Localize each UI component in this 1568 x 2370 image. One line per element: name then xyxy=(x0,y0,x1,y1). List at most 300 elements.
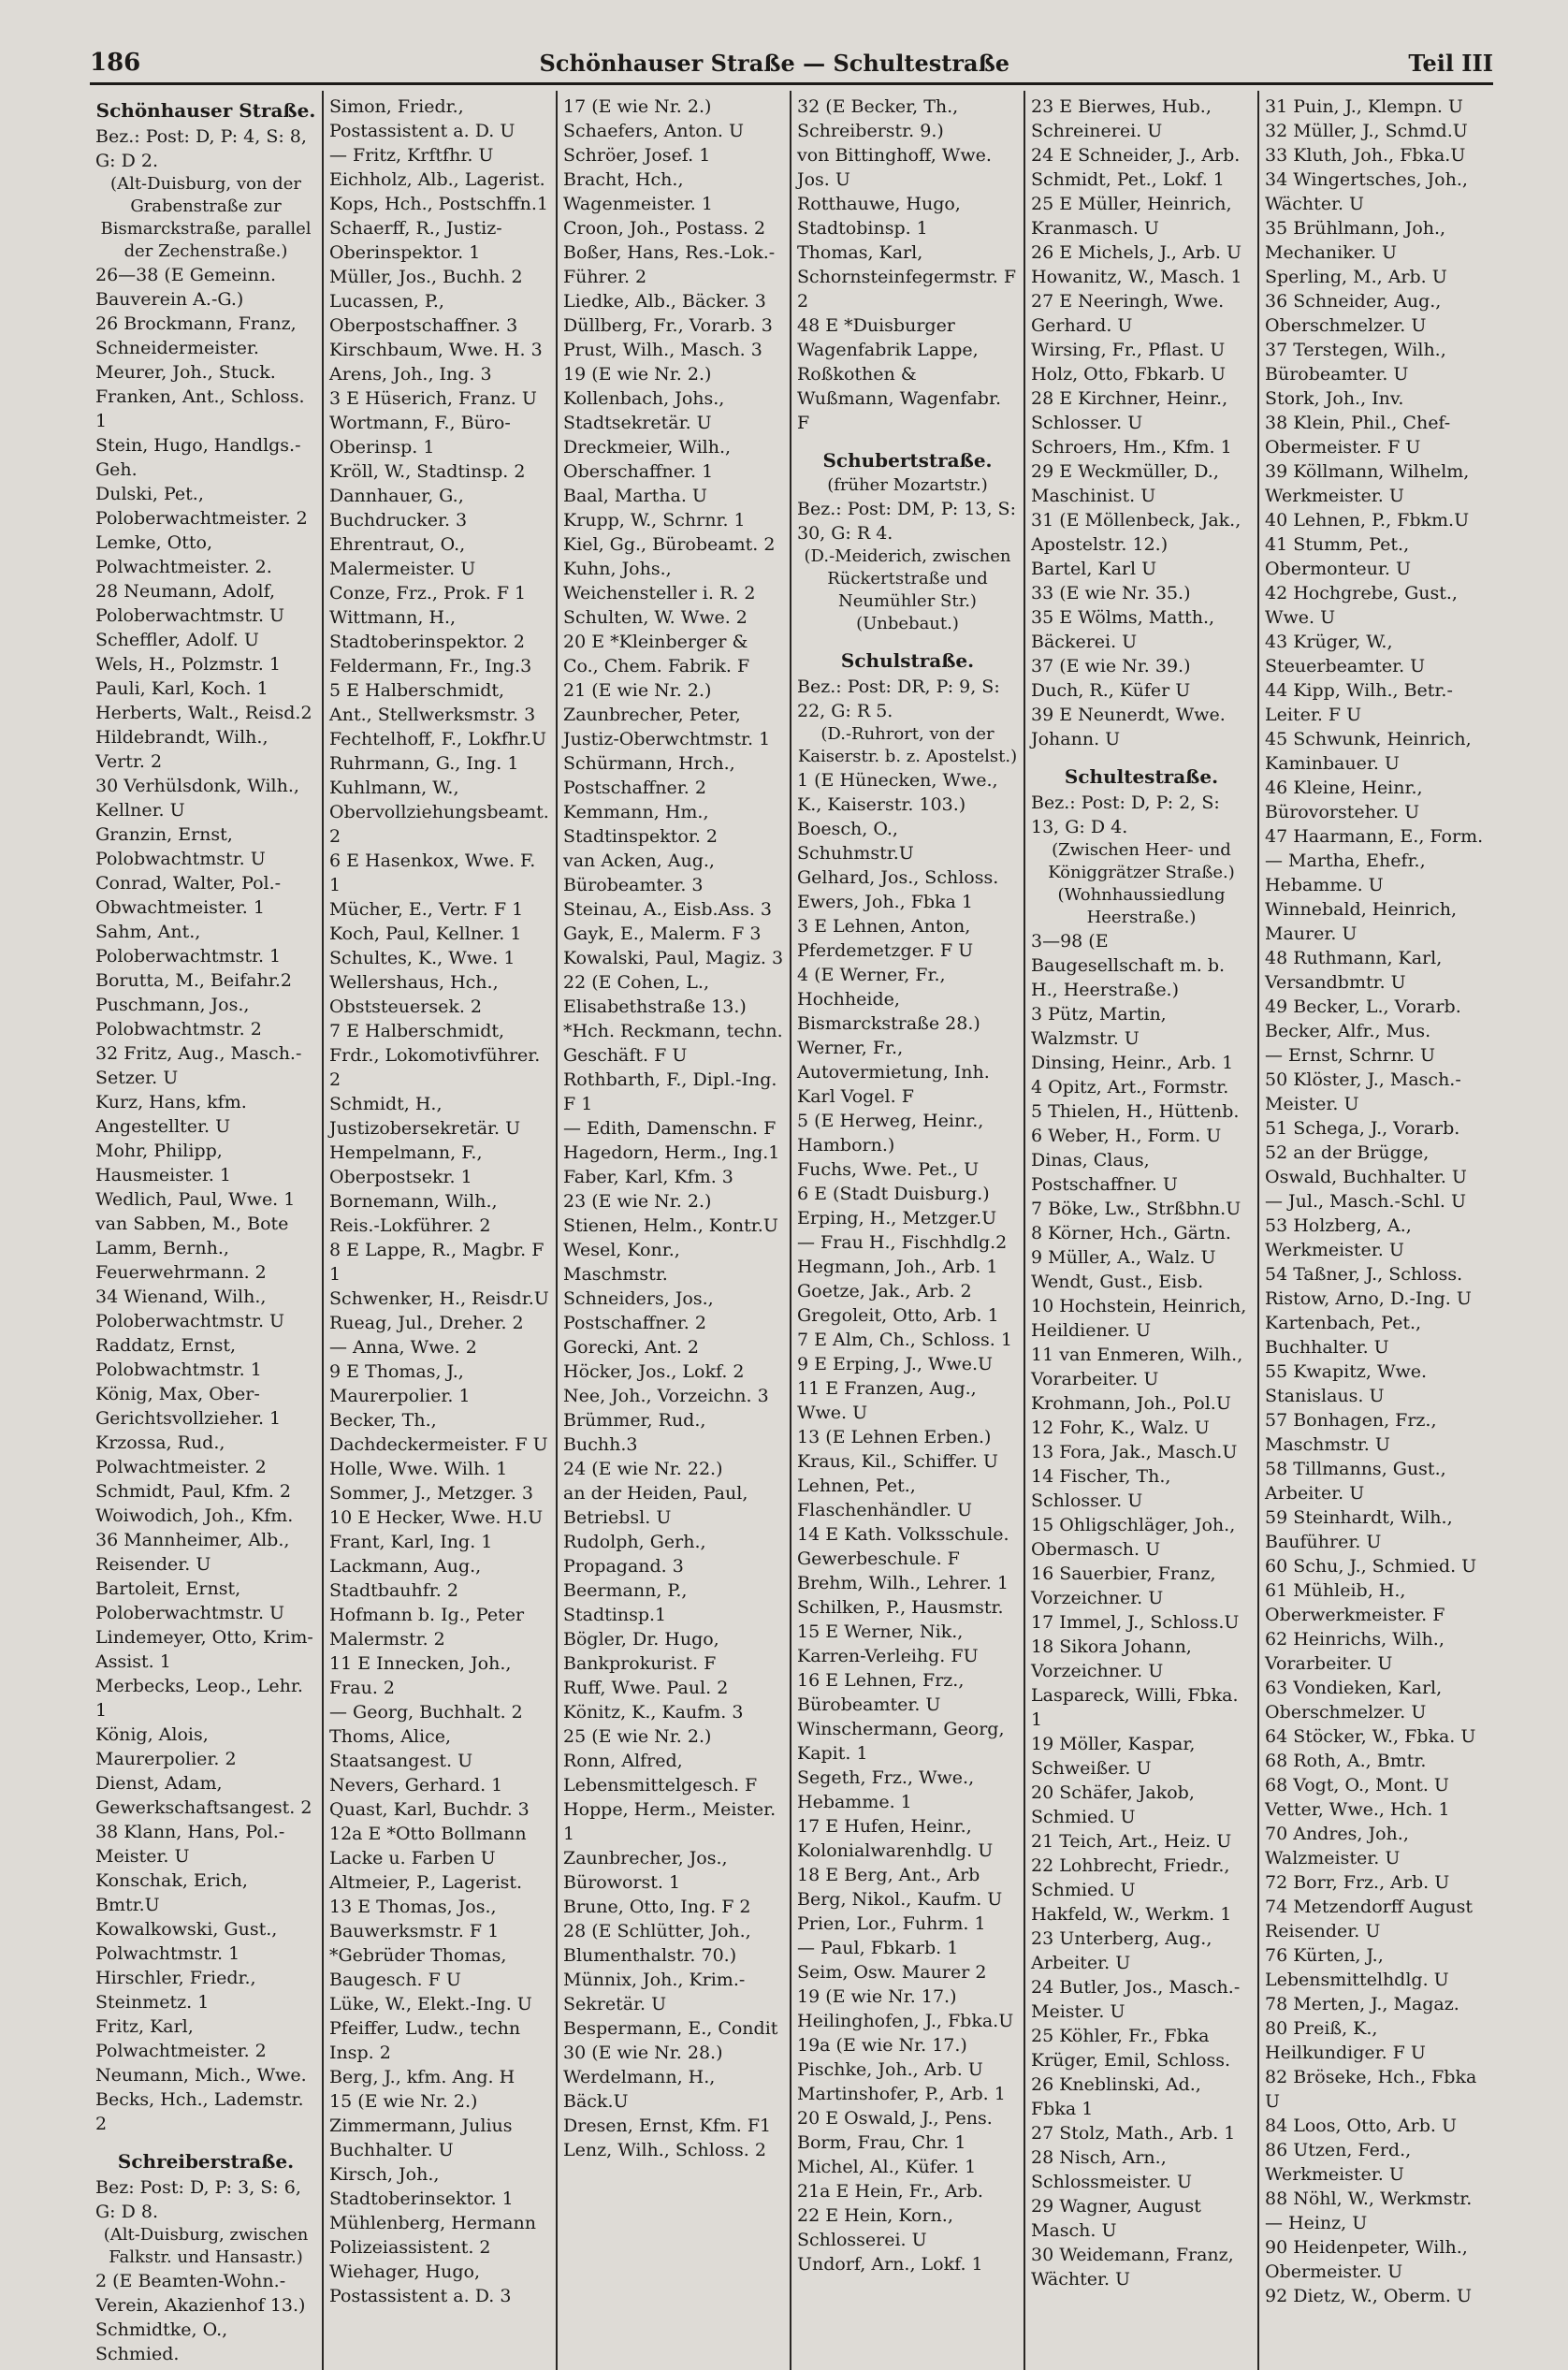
directory-entry: Kowalski, Paul, Magiz. 3 xyxy=(563,948,784,968)
directory-entry: 35 Brühlmann, Joh., Mechaniker. U xyxy=(1265,218,1446,263)
directory-entry: 11 van Enmeren, Wilh., Vorarbeiter. U xyxy=(1031,1345,1243,1389)
directory-entry: Berg, J., kfm. Ang. H xyxy=(329,2067,515,2087)
directory-entry: Schröer, Josef. 1 xyxy=(563,145,711,166)
directory-entry: van Sabben, M., Bote xyxy=(95,1214,289,1234)
directory-entry: Wortmann, F., Büro-Oberinsp. 1 xyxy=(329,413,511,458)
directory-entry: 48 E *Duisburger Wagenfabrik Lappe, Roßkothen & Wußmann, Wagenfabr. F xyxy=(797,315,1001,433)
directory-entry: 5 Thielen, H., Hüttenb. xyxy=(1031,1101,1240,1122)
directory-entry: 90 Heidenpeter, Wilh., Obermeister. U xyxy=(1265,2237,1468,2282)
directory-entry: Croon, Joh., Postass. 2 xyxy=(563,218,766,239)
directory-entry: 47 Haarmann, E., Form. xyxy=(1265,826,1484,847)
directory-entry: Goetze, Jak., Arb. 2 xyxy=(797,1281,972,1301)
directory-entry: Brehm, Wilh., Lehrer. 1 xyxy=(797,1573,1009,1593)
directory-entry: Pauli, Karl, Koch. 1 xyxy=(95,678,269,699)
directory-entry: 19 (E wie Nr. 2.) xyxy=(563,364,712,385)
directory-entry: Mühlenberg, Hermann Polizeiassistent. 2 xyxy=(329,2213,536,2258)
directory-entry: 48 Ruthmann, Karl, Versandbmtr. U xyxy=(1265,948,1443,993)
directory-entry: 19a (E wie Nr. 17.) xyxy=(797,2035,967,2056)
directory-entry: Schaerff, R., Justiz-Oberinspektor. 1 xyxy=(329,218,502,263)
directory-entry: Schroers, Hm., Kfm. 1 xyxy=(1031,437,1232,458)
directory-entry: 12a E *Otto Bollmann Lacke u. Farben U xyxy=(329,1824,527,1868)
street-heading: Schubertstraße. xyxy=(822,449,993,472)
directory-entry: 7 E Alm, Ch., Schloss. 1 xyxy=(797,1330,1012,1350)
directory-entry: 30 Verhülsdonk, Wilh., Kellner. U xyxy=(95,776,299,821)
directory-entry: 27 E Neeringh, Wwe. Gerhard. U xyxy=(1031,291,1225,336)
directory-entry: 35 E Wölms, Matth., Bäckerei. U xyxy=(1031,607,1215,652)
page-header xyxy=(90,49,1493,85)
directory-entry: Schmidtke, O., Schmied. xyxy=(95,2319,228,2364)
directory-entry: Duch, R., Küfer U xyxy=(1031,680,1191,701)
directory-entry: 59 Steinhardt, Wilh., Bauführer. U xyxy=(1265,1507,1453,1552)
directory-entry: Faber, Karl, Kfm. 3 xyxy=(563,1167,733,1187)
directory-entry: Hagedorn, Herm., Ing.1 xyxy=(563,1142,780,1163)
directory-entry: 39 Köllmann, Wilhelm, Werkmeister. U xyxy=(1265,461,1470,506)
directory-entry: 28 (E Schlütter, Joh., Blumenthalstr. 70.) xyxy=(563,1921,751,1966)
directory-entry: Ristow, Arno, D.-Ing. U xyxy=(1265,1288,1472,1309)
directory-entry: Granzin, Ernst, Polobwachtmstr. U xyxy=(95,824,266,869)
directory-entry: Martinshofer, P., Arb. 1 xyxy=(797,2084,1006,2104)
directory-entry: 1 (E Hünecken, Wwe., K., Kaiserstr. 103.) xyxy=(797,770,998,815)
directory-entry: 32 Fritz, Aug., Masch.-Setzer. U xyxy=(95,1043,302,1088)
directory-entry: 49 Becker, L., Vorarb. xyxy=(1265,996,1461,1017)
directory-entry: Feldermann, Fr., Ing.3 xyxy=(329,656,532,676)
directory-entry: Stork, Joh., Inv. xyxy=(1265,388,1404,409)
directory-entry: 27 Stolz, Math., Arb. 1 xyxy=(1031,2123,1236,2144)
directory-entry: Berg, Nikol., Kaufm. U xyxy=(797,1889,1003,1910)
directory-entry: Ronn, Alfred, Lebensmittelgesch. F xyxy=(563,1751,758,1796)
district-info: Bez.: Post: D, P: 4, S: 8, G: D 2. xyxy=(95,126,307,171)
directory-entry: Gewerbeschule. F xyxy=(797,1548,960,1569)
directory-entry: Hempelmann, F., Oberpostsekr. 1 xyxy=(329,1142,483,1187)
directory-entry: — Paul, Fbkarb. 1 xyxy=(797,1938,959,1958)
directory-entry: 22 (E Cohen, L., Elisabethstraße 13.) xyxy=(563,972,747,1017)
street-heading: Schultestraße. xyxy=(1064,765,1219,788)
directory-entry: Schultes, K., Wwe. 1 xyxy=(329,948,515,968)
directory-entry: Kuhlmann, W., Obervollziehungsbeamt. 2 xyxy=(329,778,549,847)
directory-entry: Kraus, Kil., Schiffer. U xyxy=(797,1451,998,1472)
directory-entry: 31 Puin, J., Klempn. U xyxy=(1265,96,1463,117)
directory-entry: 23 (E wie Nr. 2.) xyxy=(563,1191,712,1212)
directory-entry: Scheffler, Adolf. U xyxy=(95,630,259,650)
directory-entry: 31 (E Möllenbeck, Jak., Apostelstr. 12.) xyxy=(1031,510,1241,555)
directory-entry: 32 (E Becker, Th., Schreiberstr. 9.) xyxy=(797,96,959,141)
directory-entry: Hofmann b. Ig., Peter Malermstr. 2 xyxy=(329,1605,525,1650)
directory-entry: Liedke, Alb., Bäcker. 3 xyxy=(563,291,766,312)
directory-entry: Ehrentraut, O., Malermeister. U xyxy=(329,534,476,579)
directory-entry: Schmidt, Pet., Lokf. 1 xyxy=(1031,169,1225,190)
directory-entry: 45 Schwunk, Heinrich, Kaminbauer. U xyxy=(1265,729,1472,774)
directory-entry: 63 Vondieken, Karl, Oberschmelzer. U xyxy=(1265,1678,1443,1723)
section-gap xyxy=(797,435,1018,444)
directory-entry: Meurer, Joh., Stuck. xyxy=(95,362,276,383)
directory-entry: — Anna, Wwe. 2 xyxy=(329,1337,477,1358)
column-6 xyxy=(1259,91,1493,2370)
directory-entry: 17 Immel, J., Schloss.U xyxy=(1031,1612,1240,1633)
directory-entry: 37 (E wie Nr. 39.) xyxy=(1031,656,1191,676)
directory-entry: 26 E Michels, J., Arb. U xyxy=(1031,242,1242,263)
directory-entry: König, Max, Ober-Gerichtsvollzieher. 1 xyxy=(95,1384,282,1429)
directory-entry: Fechtelhoff, F., Lokfhr.U xyxy=(329,729,547,749)
directory-entry: 20 Schäfer, Jakob, Schmied. U xyxy=(1031,1782,1195,1827)
directory-entry: 34 Wienand, Wilh., Poloberwachtmstr. U xyxy=(95,1287,285,1331)
directory-entry: 44 Kipp, Wilh., Betr.-Leiter. F U xyxy=(1265,680,1453,725)
directory-entry: 62 Heinrichs, Wilh., Vorarbeiter. U xyxy=(1265,1629,1445,1674)
directory-entry: 16 Sauerbier, Franz, Vorzeichner. U xyxy=(1031,1563,1216,1608)
directory-entry: Seim, Osw. Maurer 2 xyxy=(797,1962,987,1983)
directory-entry: 4 Opitz, Art., Formstr. xyxy=(1031,1077,1229,1098)
column-4 xyxy=(791,91,1025,2370)
directory-entry: Steinau, A., Eisb.Ass. 3 xyxy=(563,899,772,920)
directory-entry: 55 Kwapitz, Wwe. Stanislaus. U xyxy=(1265,1361,1428,1406)
street-heading: Schreiberstraße. xyxy=(117,2150,295,2173)
directory-entry: 30 Weidemann, Franz, Wächter. U xyxy=(1031,2245,1234,2290)
directory-entry: 52 an der Brügge, Oswald, Buchhalter. U xyxy=(1265,1142,1467,1187)
directory-entry: Hoppe, Herm., Meister. 1 xyxy=(563,1799,777,1844)
directory-entry: Becker, Alfr., Mus. xyxy=(1265,1021,1431,1041)
directory-entry: 29 E Weckmüller, D., Maschinist. U xyxy=(1031,461,1219,506)
directory-entry: Pischke, Joh., Arb. U xyxy=(797,2059,983,2080)
directory-entry: Kuhn, Johs., Weichensteller i. R. 2 xyxy=(563,559,756,603)
directory-entry: 6 E (Stadt Duisburg.) xyxy=(797,1184,990,1204)
directory-entry: 3 E Hüserich, Franz. U xyxy=(329,388,537,409)
directory-entry: 28 Neumann, Adolf, Poloberwachtmstr. U xyxy=(95,581,285,626)
district-info: Bez: Post: D, P: 3, S: 6, G: D 8. xyxy=(95,2177,301,2222)
location-note: (Unbebaut.) xyxy=(856,614,959,633)
directory-entry: 20 E Oswald, J., Pens. xyxy=(797,2108,993,2129)
directory-entry: Simon, Friedr., Postassistent a. D. U xyxy=(329,96,515,141)
directory-entry: 57 Bonhagen, Frz., Maschmstr. U xyxy=(1265,1410,1437,1455)
directory-entry: Bartel, Karl U xyxy=(1031,559,1157,579)
directory-entry: Kemmann, Hm., Stadtinspektor. 2 xyxy=(563,802,718,847)
directory-entry: Schmidt, Paul, Kfm. 2 xyxy=(95,1481,291,1502)
directory-entry: Wiehager, Hugo, Postassistent a. D. 3 xyxy=(329,2261,512,2306)
directory-entry: 11 E Franzen, Aug., Wwe. U xyxy=(797,1378,977,1423)
directory-entry: Kirschbaum, Wwe. H. 3 xyxy=(329,340,543,360)
directory-entry: 80 Preiß, K., Heilkundiger. F U xyxy=(1265,2018,1426,2063)
directory-entry: 42 Hochgrebe, Gust., Wwe. U xyxy=(1265,583,1458,628)
directory-entry: 9 E Erping, J., Wwe.U xyxy=(797,1354,994,1374)
directory-entry: Gorecki, Ant. 2 xyxy=(563,1337,700,1358)
directory-entry: 33 Kluth, Joh., Fbka.U xyxy=(1265,145,1466,166)
directory-entry: Gregoleit, Otto, Arb. 1 xyxy=(797,1305,999,1326)
directory-entry: Borutta, M., Beifahr.2 xyxy=(95,970,292,991)
directory-entry: Nevers, Gerhard. 1 xyxy=(329,1775,503,1796)
directory-entry: 25 Köhler, Fr., Fbka xyxy=(1031,2026,1210,2046)
directory-entry: 3 Pütz, Martin, Walzmstr. U xyxy=(1031,1004,1167,1049)
directory-entry: Lemke, Otto, Polwachtmeister. 2. xyxy=(95,532,272,577)
directory-entry: 15 E Werner, Nik., Karren-Verleihg. FU xyxy=(797,1621,979,1666)
directory-entry: — Jul., Masch.-Schl. U xyxy=(1265,1191,1467,1212)
directory-entry: Schaefers, Anton. U xyxy=(563,121,745,141)
directory-entry: 24 (E wie Nr. 22.) xyxy=(563,1459,723,1479)
directory-entry: 28 E Kirchner, Heinr., Schlosser. U xyxy=(1031,388,1228,433)
directory-entry: Rudolph, Gerh., Propagand. 3 xyxy=(563,1532,706,1577)
directory-entry: Hirschler, Friedr., Steinmetz. 1 xyxy=(95,1968,256,2013)
directory-entry: Bracht, Hch., Wagenmeister. 1 xyxy=(563,169,713,214)
directory-entry: 9 Müller, A., Walz. U xyxy=(1031,1247,1216,1268)
directory-entry: 15 (E wie Nr. 2.) xyxy=(329,2091,478,2112)
directory-entry: — Georg, Buchhalt. 2 xyxy=(329,1702,523,1723)
part-label: Teil III xyxy=(1408,50,1493,77)
directory-entry: Dienst, Adam, Gewerkschaftsangest. 2 xyxy=(95,1773,312,1818)
directory-entry: 5 (E Herweg, Heinr., Hamborn.) xyxy=(797,1111,984,1156)
directory-entry: Müller, Jos., Buchh. 2 xyxy=(329,267,523,287)
directory-entry: Altmeier, P., Lagerist. xyxy=(329,1872,523,1893)
directory-entry: 5 E Halberschmidt, Ant., Stellwerksmstr. 3 xyxy=(329,680,536,725)
directory-entry: Schulten, W. Wwe. 2 xyxy=(563,607,748,628)
column-5 xyxy=(1025,91,1259,2370)
directory-entry: 18 E Berg, Ant., Arb xyxy=(797,1865,980,1885)
directory-entry: Ruff, Wwe. Paul. 2 xyxy=(563,1678,729,1698)
directory-entry: Lucassen, P., Oberpostschaffner. 3 xyxy=(329,291,518,336)
directory-entry: Becks, Hch., Lademstr. 2 xyxy=(95,2089,304,2134)
directory-entry: 36 Mannheimer, Alb., Reisender. U xyxy=(95,1530,290,1575)
directory-entry: Werdelmann, H., Bäck.U xyxy=(563,2067,716,2112)
directory-entry: Kirsch, Joh., Stadtoberinsektor. 1 xyxy=(329,2164,514,2209)
directory-entry: Hildebrandt, Wilh., Vertr. 2 xyxy=(95,727,269,772)
directory-entry: 6 Weber, H., Form. U xyxy=(1031,1126,1222,1146)
directory-entry: Wels, H., Polzmstr. 1 xyxy=(95,654,281,675)
directory-entry: Eichholz, Alb., Lagerist. xyxy=(329,169,545,190)
directory-entry: Stein, Hugo, Handlgs.-Geh. xyxy=(95,435,301,480)
directory-entry: 51 Schega, J., Vorarb. xyxy=(1265,1118,1460,1139)
directory-entry: Michel, Al., Küfer. 1 xyxy=(797,2157,977,2177)
location-note: (D.-Ruhrort, von der Kaiserstr. b. z. Apostelst.) xyxy=(797,724,1018,766)
directory-entry: Herberts, Walt., Reisd.2 xyxy=(95,703,312,723)
directory-entry: 21a E Hein, Fr., Arb. xyxy=(797,2181,983,2202)
directory-entry: Wellershaus, Hch., Obststeuersek. 2 xyxy=(329,972,499,1017)
directory-entry: Dinsing, Heinr., Arb. 1 xyxy=(1031,1053,1234,1073)
directory-entry: Franken, Ant., Schloss. 1 xyxy=(95,386,305,431)
directory-entry: Boesch, O., Schuhmstr.U xyxy=(797,819,914,864)
directory-entry: Bögler, Dr. Hugo, Bankprokurist. F xyxy=(563,1629,719,1674)
directory-entry: 58 Tillmanns, Gust., Arbeiter. U xyxy=(1265,1459,1446,1504)
column-2 xyxy=(324,91,558,2370)
directory-entry: Sahm, Ant., Poloberwachtmstr. 1 xyxy=(95,922,282,967)
directory-entry: von Bittinghoff, Wwe. Jos. U xyxy=(797,145,992,190)
directory-entry: 13 Fora, Jak., Masch.U xyxy=(1031,1442,1238,1462)
directory-entry: Kowalkowski, Gust., Polwachtmstr. 1 xyxy=(95,1919,278,1964)
directory-entry: 3—98 (E Baugesellschaft m. b. H., Heerstraße.) xyxy=(1031,931,1226,1000)
directory-entry: 21 Teich, Art., Heiz. U xyxy=(1031,1831,1232,1852)
directory-entry: König, Alois, Maurerpolier. 2 xyxy=(95,1724,237,1769)
directory-entry: 86 Utzen, Ferd., Werkmeister. U xyxy=(1265,2140,1412,2185)
directory-entry: 41 Stumm, Pet., Obermonteur. U xyxy=(1265,534,1411,579)
directory-entry: 34 Wingertsches, Joh., Wächter. U xyxy=(1265,169,1468,214)
directory-entry: Undorf, Arn., Lokf. 1 xyxy=(797,2254,983,2275)
directory-entry: Puschmann, Jos., Polobwachtmstr. 2 xyxy=(95,995,262,1040)
directory-entry: Thomas, Karl, Schornsteinfegermstr. F 2 xyxy=(797,242,1017,312)
directory-entry: *Hch. Reckmann, techn. Geschäft. F U xyxy=(563,1021,783,1066)
directory-entry: Zaunbrecher, Jos., Büroworst. 1 xyxy=(563,1848,728,1893)
directory-entry: 28 Nisch, Arn., Schlossmeister. U xyxy=(1031,2147,1192,2192)
directory-entry: 9 E Thomas, J., Maurerpolier. 1 xyxy=(329,1361,471,1406)
directory-entry: Holz, Otto, Fbkarb. U xyxy=(1031,364,1227,385)
directory-entry: Höcker, Jos., Lokf. 2 xyxy=(563,1361,745,1382)
directory-entry: 38 Klein, Phil., Chef-Obermeister. F U xyxy=(1265,413,1451,458)
directory-entry: Gayk, E., Malerm. F 3 xyxy=(563,923,762,944)
directory-entry: 88 Nöhl, W., Werkmstr. xyxy=(1265,2188,1473,2209)
directory-entry: Dannhauer, G., Buchdrucker. 3 xyxy=(329,486,468,531)
directory-entry: 4 (E Werner, Fr., Hochheide, Bismarckstraße 28.) xyxy=(797,965,980,1034)
directory-entry: 82 Bröseke, Hch., Fbka U xyxy=(1265,2067,1477,2112)
directory-entry: Lamm, Bernh., Feuerwehrmann. 2 xyxy=(95,1238,267,1283)
directory-entry: 39 E Neunerdt, Wwe. Johann. U xyxy=(1031,705,1226,749)
directory-entry: Baal, Martha. U xyxy=(563,486,707,506)
directory-entry: 92 Dietz, W., Oberm. U xyxy=(1265,2286,1472,2306)
directory-entry: 7 E Halberschmidt, Frdr., Lokomotivführer. 2 xyxy=(329,1021,541,1090)
directory-entry: Wesel, Konr., Maschmstr. xyxy=(563,1240,680,1285)
directory-entry: Zaunbrecher, Peter, Justiz-Oberwchtmstr. 1 xyxy=(563,705,771,749)
directory-entry: — Heinz, U xyxy=(1265,2213,1368,2233)
directory-entry: Lenz, Wilh., Schloss. 2 xyxy=(563,2140,766,2160)
directory-entry: 26 Kneblinski, Ad., Fbka 1 xyxy=(1031,2074,1201,2119)
directory-entry: 84 Loos, Otto, Arb. U xyxy=(1265,2116,1457,2136)
directory-entry: Brümmer, Rud., Buchh.3 xyxy=(563,1410,706,1455)
directory-entry: Heilinghofen, J., Fbka.U xyxy=(797,2011,1014,2031)
directory-entry: 50 Klöster, J., Masch.-Meister. U xyxy=(1265,1069,1461,1114)
directory-entry: Mohr, Philipp, Hausmeister. 1 xyxy=(95,1141,232,1185)
directory-entry: Kröll, W., Stadtinsp. 2 xyxy=(329,461,526,482)
directory-entry: Woiwodich, Joh., Kfm. xyxy=(95,1505,294,1526)
directory-entry: Conze, Frz., Prok. F 1 xyxy=(329,583,527,603)
directory-entry: Nee, Joh., Vorzeichn. 3 xyxy=(563,1386,769,1406)
directory-entry: 70 Andres, Joh., Walzmeister. U xyxy=(1265,1824,1409,1868)
directory-entry: Lindemeyer, Otto, Krim-Assist. 1 xyxy=(95,1627,313,1672)
directory-entry: 26—38 (E Gemeinn. Bauverein A.-G.) xyxy=(95,265,276,310)
directory-entry: — Ernst, Schrnr. U xyxy=(1265,1045,1435,1066)
directory-entry: Bespermann, E., Condit xyxy=(563,2018,778,2039)
directory-entry: 14 Fischer, Th., Schlosser. U xyxy=(1031,1466,1171,1511)
directory-entry: Hakfeld, W., Werkm. 1 xyxy=(1031,1904,1232,1925)
directory-entry: Schwenker, H., Reisdr.U xyxy=(329,1288,549,1309)
directory-entry: 37 Terstegen, Wilh., Bürobeamter. U xyxy=(1265,340,1446,385)
directory-entry: Münnix, Joh., Krim.-Sekretär. U xyxy=(563,1970,746,2014)
directory-entry: 29 Wagner, August Masch. U xyxy=(1031,2196,1201,2241)
directory-entry: Sommer, J., Metzger. 3 xyxy=(329,1483,533,1504)
directory-entry: 3 E Lehnen, Anton, Pferdemetzger. F U xyxy=(797,916,974,961)
directory-entry: 46 Kleine, Heinr., Bürovorsteher. U xyxy=(1265,778,1423,822)
directory-entry: Rothbarth, F., Dipl.-Ing. F 1 xyxy=(563,1069,777,1114)
directory-entry: Dulski, Pet., Poloberwachtmeister. 2 xyxy=(95,484,308,529)
directory-entry: Merbecks, Leop., Lehr. 1 xyxy=(95,1676,303,1721)
directory-entry: 18 Sikora Johann, Vorzeichner. U xyxy=(1031,1636,1192,1681)
directory-entry: 78 Merten, J., Magaz. xyxy=(1265,1994,1459,2014)
directory-entry: Howanitz, W., Masch. 1 xyxy=(1031,267,1242,287)
directory-entry: 14 E Kath. Volksschule. xyxy=(797,1524,1009,1545)
directory-entry: Conrad, Walter, Pol.-Obwachtmeister. 1 xyxy=(95,873,282,918)
directory-entry: 6 E Hasenkox, Wwe. F. 1 xyxy=(329,851,536,895)
directory-entry: Rueag, Jul., Dreher. 2 xyxy=(329,1313,524,1333)
directory-entry: Ruhrmann, G., Ing. 1 xyxy=(329,753,519,774)
column-1 xyxy=(90,91,324,2370)
location-note: (Alt-Duisburg, zwischen Falkstr. und Hansastr.) xyxy=(103,2225,309,2267)
directory-entry: Wirsing, Fr., Pflast. U xyxy=(1031,340,1226,360)
directory-entry: 54 Taßner, J., Schloss. xyxy=(1265,1264,1463,1285)
directory-entry: 61 Mühleib, H., Oberwerkmeister. F xyxy=(1265,1580,1445,1625)
directory-entry: Krohmann, Joh., Pol.U xyxy=(1031,1393,1231,1414)
location-note: (D.-Meiderich, zwischen Rückertstraße und Neumühler Str.) xyxy=(804,546,1011,611)
directory-entry: Fritz, Karl, Polwachtmeister. 2 xyxy=(95,2016,267,2061)
directory-entry: Krzossa, Rud., Polwachtmeister. 2 xyxy=(95,1432,267,1477)
street-heading: Schulstraße. xyxy=(840,649,975,672)
directory-entry: Dreckmeier, Wilh., Oberschaffner. 1 xyxy=(563,437,732,482)
directory-entry: Arens, Joh., Ing. 3 xyxy=(329,364,492,385)
directory-entry: 19 Möller, Kaspar, Schweißer. U xyxy=(1031,1734,1196,1779)
directory-entry: Pfeiffer, Ludw., techn Insp. 2 xyxy=(329,2018,521,2063)
directory-entry: 22 E Hein, Korn., Schlosserei. U xyxy=(797,2205,953,2250)
directory-entry: 43 Krüger, W., Steuerbeamter. U xyxy=(1265,632,1426,676)
directory-entry: 21 (E wie Nr. 2.) xyxy=(563,680,712,701)
page-title: Schönhauser Straße — Schultestraße xyxy=(539,50,1010,77)
directory-entry: 38 Klann, Hans, Pol.-Meister. U xyxy=(95,1822,285,1867)
directory-entry: 10 E Hecker, Wwe. H.U xyxy=(329,1507,544,1528)
directory-entry: Rotthauwe, Hugo, Stadtobinsp. 1 xyxy=(797,194,961,239)
directory-entry: — Frau H., Fischhdlg.2 xyxy=(797,1232,1008,1253)
section-gap xyxy=(95,2136,316,2145)
directory-entry: Koch, Paul, Kellner. 1 xyxy=(329,923,522,944)
directory-entry: Dresen, Ernst, Kfm. F1 xyxy=(563,2116,772,2136)
directory-entry: Winschermann, Georg, Kapit. 1 xyxy=(797,1719,1005,1764)
directory-entry: 60 Schu, J., Schmied. U xyxy=(1265,1556,1477,1577)
directory-entry: 17 E Hufen, Heinr., Kolonialwarenhdlg. U xyxy=(797,1816,994,1861)
district-info: Bez.: Post: D, P: 2, S: 13, G: D 4. xyxy=(1031,792,1220,837)
location-note: (Alt-Duisburg, von der Grabenstraße zur Bismarckstraße, parallel der Zechenstraße.) xyxy=(100,174,312,261)
directory-entry: 72 Borr, Frz., Arb. U xyxy=(1265,1872,1450,1893)
directory-entry: Prust, Wilh., Masch. 3 xyxy=(563,340,762,360)
directory-entry: Neumann, Mich., Wwe. xyxy=(95,2065,307,2086)
directory-entry: 33 (E wie Nr. 35.) xyxy=(1031,583,1191,603)
directory-entry: 7 Böke, Lw., Strßbhn.U xyxy=(1031,1199,1241,1219)
directory-entry: 53 Holzberg, A., Werkmeister. U xyxy=(1265,1215,1412,1260)
directory-entry: — Martha, Ehefr., Hebamme. U xyxy=(1265,851,1426,895)
directory-entry: Brune, Otto, Ing. F 2 xyxy=(563,1897,751,1917)
directory-entry: 16 E Lehnen, Frz., Bürobeamter. U xyxy=(797,1670,965,1715)
directory-entry: Hegmann, Joh., Arb. 1 xyxy=(797,1257,998,1277)
directory-entry: 30 (E wie Nr. 28.) xyxy=(563,2043,723,2063)
directory-entry: Düllberg, Fr., Vorarb. 3 xyxy=(563,315,773,336)
directory-entry: Raddatz, Ernst, Polobwachtmstr. 1 xyxy=(95,1335,262,1380)
section-gap xyxy=(1031,751,1252,761)
directory-entry: Schneiders, Jos., Postschaffner. 2 xyxy=(563,1288,714,1333)
directory-entry: Borm, Frau, Chr. 1 xyxy=(797,2132,966,2153)
directory-entry: Lackmann, Aug., Stadtbauhfr. 2 xyxy=(329,1556,482,1601)
directory-entry: Sperling, M., Arb. U xyxy=(1265,267,1447,287)
directory-entry: Gelhard, Jos., Schloss. xyxy=(797,867,999,888)
directory-entry: 74 Metzendorff August Reisender. U xyxy=(1265,1897,1474,1941)
directory-entry: Wendt, Gust., Eisb. xyxy=(1031,1272,1204,1292)
directory-entry: 8 Körner, Hch., Gärtn. xyxy=(1031,1223,1231,1243)
directory-entry: Kurz, Hans, kfm. Angestellter. U xyxy=(95,1092,247,1137)
directory-entry: Lehnen, Pet., Flaschenhändler. U xyxy=(797,1476,973,1520)
directory-entry: van Acken, Aug., Bürobeamter. 3 xyxy=(563,851,715,895)
directory-entry: an der Heiden, Paul, Betriebsl. U xyxy=(563,1483,748,1528)
location-note: (Zwischen Heer- und Königgrätzer Straße.) (Wohnhaussiedlung Heerstraße.) xyxy=(1048,840,1235,927)
directory-entry: — Edith, Damenschn. F xyxy=(563,1118,777,1139)
district-info: Bez.: Post: DM, P: 13, S: 30, G: R 4. xyxy=(797,499,1016,544)
page-number: 186 xyxy=(90,49,141,77)
directory-entry: Beermann, P., Stadtinsp.1 xyxy=(563,1580,688,1625)
location-note: (früher Mozartstr.) xyxy=(827,475,988,495)
directory-entry: Ewers, Joh., Fbka 1 xyxy=(797,892,974,912)
directory-entry: 2 (E Beamten-Wohn.-Verein, Akazienhof 13.) xyxy=(95,2271,306,2316)
directory-entry: Fuchs, Wwe. Pet., U xyxy=(797,1159,980,1180)
directory-entry: Bartoleit, Ernst, Poloberwachtmstr. U xyxy=(95,1578,285,1623)
directory-entry: Dinas, Claus, Postschaffner. U xyxy=(1031,1150,1178,1195)
directory-entry: Vetter, Wwe., Hch. 1 xyxy=(1265,1799,1450,1820)
directory-entry: Lüke, W., Elekt.-Ing. U xyxy=(329,1994,532,2014)
directory-entry: Schilken, P., Hausmstr. xyxy=(797,1597,1004,1618)
